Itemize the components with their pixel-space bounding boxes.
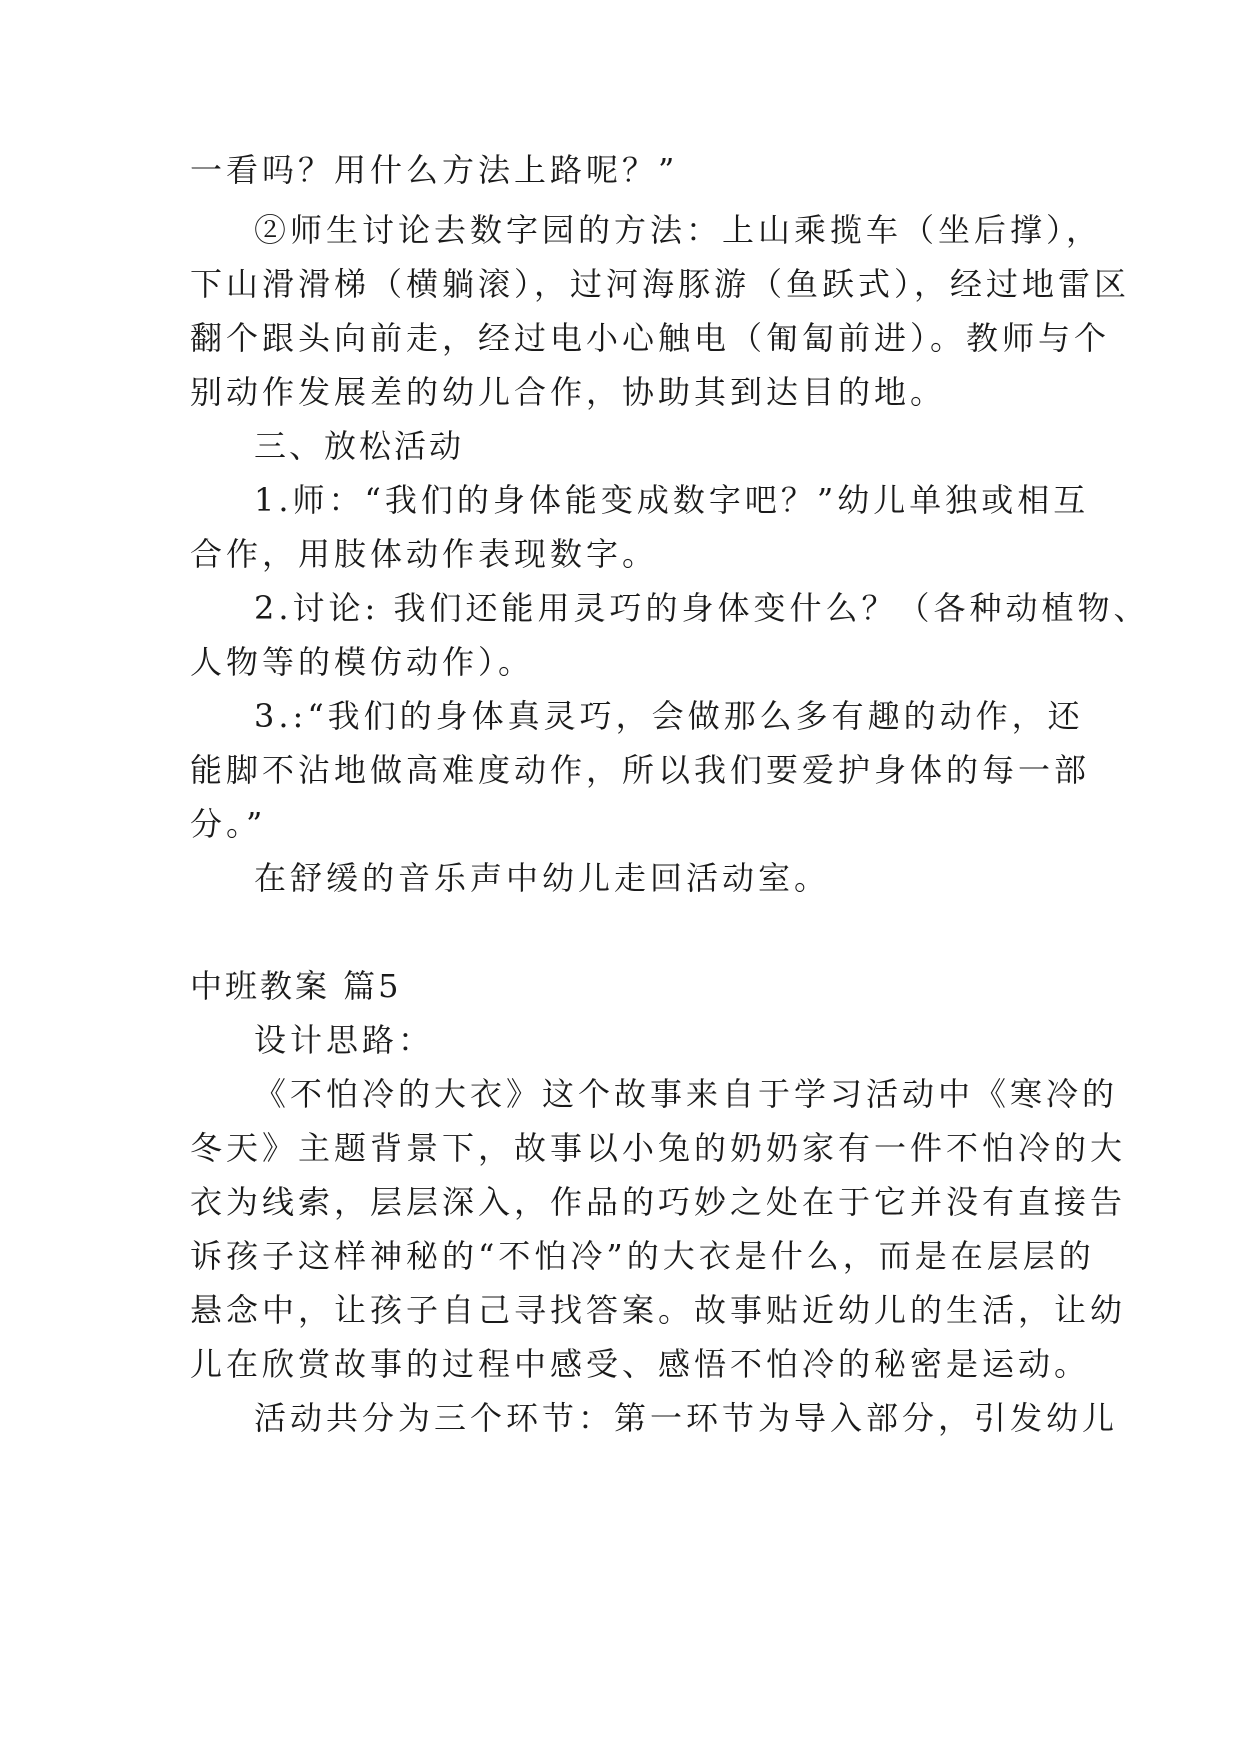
section-heading: 三、放松活动	[254, 427, 465, 465]
lesson-title: 中班教案 篇5	[190, 967, 402, 1005]
paragraph-line: 别动作发展差的幼儿合作，协助其到达目的地。	[190, 373, 947, 411]
paragraph-line: 能脚不沾地做高难度动作，所以我们要爱护身体的每一部	[190, 751, 1091, 789]
paragraph-line: 衣为线索，层层深入，作品的巧妙之处在于它并没有直接告	[190, 1183, 1127, 1221]
paragraph-line: 1.师：“我们的身体能变成数字吧？”幼儿单独或相互	[254, 481, 1090, 519]
paragraph-line: 翻个跟头向前走，经过电小心触电（匍匐前进）。教师与个	[190, 319, 1111, 357]
paragraph-line: 2.讨论: 我们还能用灵巧的身体变什么？（各种动植物、	[254, 589, 1150, 627]
paragraph-line: 3.:“我们的身体真灵巧，会做那么多有趣的动作，还	[254, 697, 1084, 735]
subsection-heading: 设计思路：	[254, 1021, 435, 1059]
paragraph-line: 冬天》主题背景下，故事以小兔的奶奶家有一件不怕冷的大	[190, 1129, 1127, 1167]
paragraph-line: 分。”	[190, 805, 267, 843]
paragraph-line: 在舒缓的音乐声中幼儿走回活动室。	[254, 859, 831, 897]
paragraph-line: 悬念中，让孩子自己寻找答案。故事贴近幼儿的生活，让幼	[190, 1291, 1127, 1329]
paragraph-line: 合作，用肢体动作表现数字。	[190, 535, 659, 573]
paragraph-line: 诉孩子这样神秘的“不怕冷”的大衣是什么，而是在层层的	[190, 1237, 1095, 1275]
paragraph-line: 人物等的模仿动作）。	[190, 643, 535, 681]
paragraph-line: ②师生讨论去数字园的方法：上山乘揽车（坐后撑），	[254, 211, 1103, 249]
paragraph-line: 活动共分为三个环节：第一环节为导入部分，引发幼儿	[254, 1399, 1119, 1437]
paragraph-line: 儿在欣赏故事的过程中感受、感悟不怕冷的秘密是运动。	[190, 1345, 1091, 1383]
paragraph-line: 《不怕冷的大衣》这个故事来自于学习活动中《寒冷的	[254, 1075, 1119, 1113]
paragraph-line: 一看吗？用什么方法上路呢？”	[190, 151, 679, 189]
paragraph-line: 下山滑滑梯（横躺滚），过河海豚游（鱼跃式），经过地雷区	[190, 265, 1131, 303]
